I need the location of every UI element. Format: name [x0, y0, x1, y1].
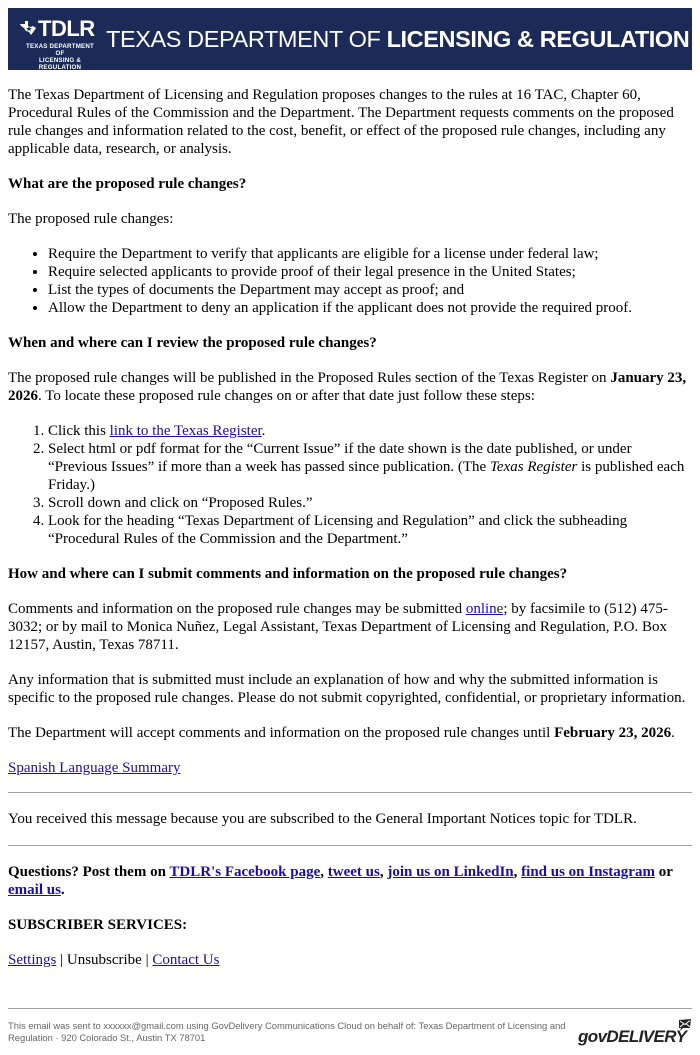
separator: | — [56, 952, 67, 968]
govdelivery-logo[interactable] — [578, 1018, 693, 1048]
twitter-link[interactable]: tweet us — [327, 864, 380, 880]
step-3: 3. Scroll down and click on “Proposed Rules.” — [48, 494, 692, 512]
section-heading-submit: How and where can I submit comments and information on the proposed rule changes? — [8, 566, 568, 582]
email-body — [8, 86, 692, 986]
divider — [8, 1008, 692, 1009]
info-requirements-paragraph: Any information that is submitted must include an explanation of how and why the submitted information is specific to the proposed rule changes. Please do not submit copyrighted, confidential, or proprietary information. — [8, 672, 686, 706]
subscriber-links — [8, 951, 692, 969]
step-1 — [48, 422, 692, 440]
tdlr-logo[interactable] — [20, 16, 96, 71]
divider — [8, 792, 692, 793]
section-heading-changes: What are the proposed rule changes? — [8, 176, 247, 192]
list-item: • List the types of documents the Department may accept as proof; and — [48, 281, 692, 299]
deadline-paragraph — [8, 724, 692, 742]
review-paragraph — [8, 369, 692, 405]
questions-paragraph — [8, 863, 692, 899]
envelope-icon — [678, 1018, 692, 1032]
header-title — [106, 25, 689, 53]
unsubscribe-link[interactable]: Unsubscribe — [66, 952, 142, 968]
govdelivery-wordmark: govDELIVERY — [578, 1027, 687, 1046]
section-heading-review: When and where can I review the proposed rule changes? — [8, 335, 377, 351]
logo-text: TDLR — [38, 16, 95, 41]
email-link[interactable]: email us — [8, 882, 61, 898]
deadline-text: The Department will accept comments and information on the proposed rule changes until — [8, 725, 555, 741]
texas-register-link[interactable]: link to the Texas Register — [109, 423, 262, 439]
spanish-paragraph — [8, 759, 692, 777]
instagram-link[interactable]: find us on Instagram — [521, 864, 655, 880]
changes-lead: The proposed rule changes: — [8, 211, 174, 227]
step-2-text: Select html or pdf format for the “Current Issue” if the date shown is the date published, or under “Previous Issues” if more than a week has passed since publication. (The — [48, 441, 632, 475]
footer — [8, 1008, 692, 1046]
list-item: • Allow the Department to deny an application if the applicant does not provide the required proof. — [48, 299, 692, 317]
contact-us-link[interactable]: Contact Us — [152, 952, 220, 968]
logo-subtitle — [22, 43, 98, 71]
logo-sub-line1: TEXAS DEPARTMENT OF — [25, 43, 95, 57]
questions-lead: Questions? Post them on — [8, 864, 170, 880]
footer-text: This email was sent to xxxxxx@gmail.com using GovDelivery Communications Cloud on behalf of: Texas Department of Licensing and Regulation · 920 Colorado St., Austin TX 78701 — [8, 1020, 566, 1043]
changes-list — [8, 245, 692, 317]
review-steps — [8, 422, 692, 548]
list-item: • Require selected applicants to provide proof of their legal presence in the United States; — [48, 263, 692, 281]
step-1-text: Click this — [48, 423, 110, 439]
submit-paragraph — [8, 600, 692, 654]
facebook-link[interactable]: TDLR's Facebook page — [169, 864, 321, 880]
separator: | — [141, 952, 153, 968]
online-link[interactable]: online — [465, 601, 504, 617]
texas-register-italic: Texas Register — [489, 459, 578, 475]
deadline-date: February 23, 2026 — [554, 725, 672, 741]
divider — [8, 845, 692, 846]
separator: , — [513, 864, 522, 880]
submit-text-before: Comments and information on the proposed rule changes may be submitted — [8, 601, 466, 617]
logo-wordmark — [20, 18, 95, 40]
step-1-end: . — [261, 423, 266, 439]
title-regular: TEXAS DEPARTMENT OF — [106, 26, 387, 52]
texas-star-icon — [20, 21, 36, 35]
spanish-summary-link[interactable]: Spanish Language Summary — [8, 760, 181, 776]
deadline-end: . — [671, 725, 675, 741]
subscription-notice: You received this message because you are subscribed to the General Important Notices topic for TDLR. — [8, 811, 637, 827]
step-4: 4. Look for the heading “Texas Department of Licensing and Regulation” and click the subheading “Procedural Rules of the Commission and the Department.” — [48, 512, 692, 548]
separator: , — [379, 864, 388, 880]
step-2-end: is published each Friday.) — [48, 459, 685, 493]
publish-date: January 23, 2026 — [8, 370, 687, 404]
step-2 — [48, 440, 692, 494]
settings-link[interactable]: Settings — [8, 952, 57, 968]
separator: . — [60, 882, 65, 898]
submit-text-after: ; by facsimile to (512) 475-3032; or by mail to Monica Nuñez, Legal Assistant, Texas Department of Licensing and Regulation, P.O. Box 12157, Austin, Texas 78711. — [8, 601, 668, 653]
review-text-after: . To locate these proposed rule changes on or after that date just follow these steps: — [38, 388, 535, 404]
review-text-before: The proposed rule changes will be published in the Proposed Rules section of the Texas Register on — [8, 370, 611, 386]
header-banner — [8, 8, 692, 70]
linkedin-link[interactable]: join us on LinkedIn — [387, 864, 514, 880]
list-item: • Require the Department to verify that applicants are eligible for a license under federal law; — [48, 245, 692, 263]
separator: , — [320, 864, 328, 880]
separator: or — [654, 864, 673, 880]
intro-paragraph: The Texas Department of Licensing and Regulation proposes changes to the rules at 16 TAC, Chapter 60, Procedural Rules of the Commission and the Department. The Department requests comments on the proposed rule changes and information related to the cost, benefit, or effect of the proposed rule changes, including any applicable data, research, or analysis. — [8, 87, 674, 157]
subscriber-services-heading: SUBSCRIBER SERVICES: — [8, 917, 188, 933]
title-bold: LICENSING & REGULATION — [386, 26, 690, 52]
logo-sub-line2: LICENSING & REGULATION — [38, 57, 82, 71]
